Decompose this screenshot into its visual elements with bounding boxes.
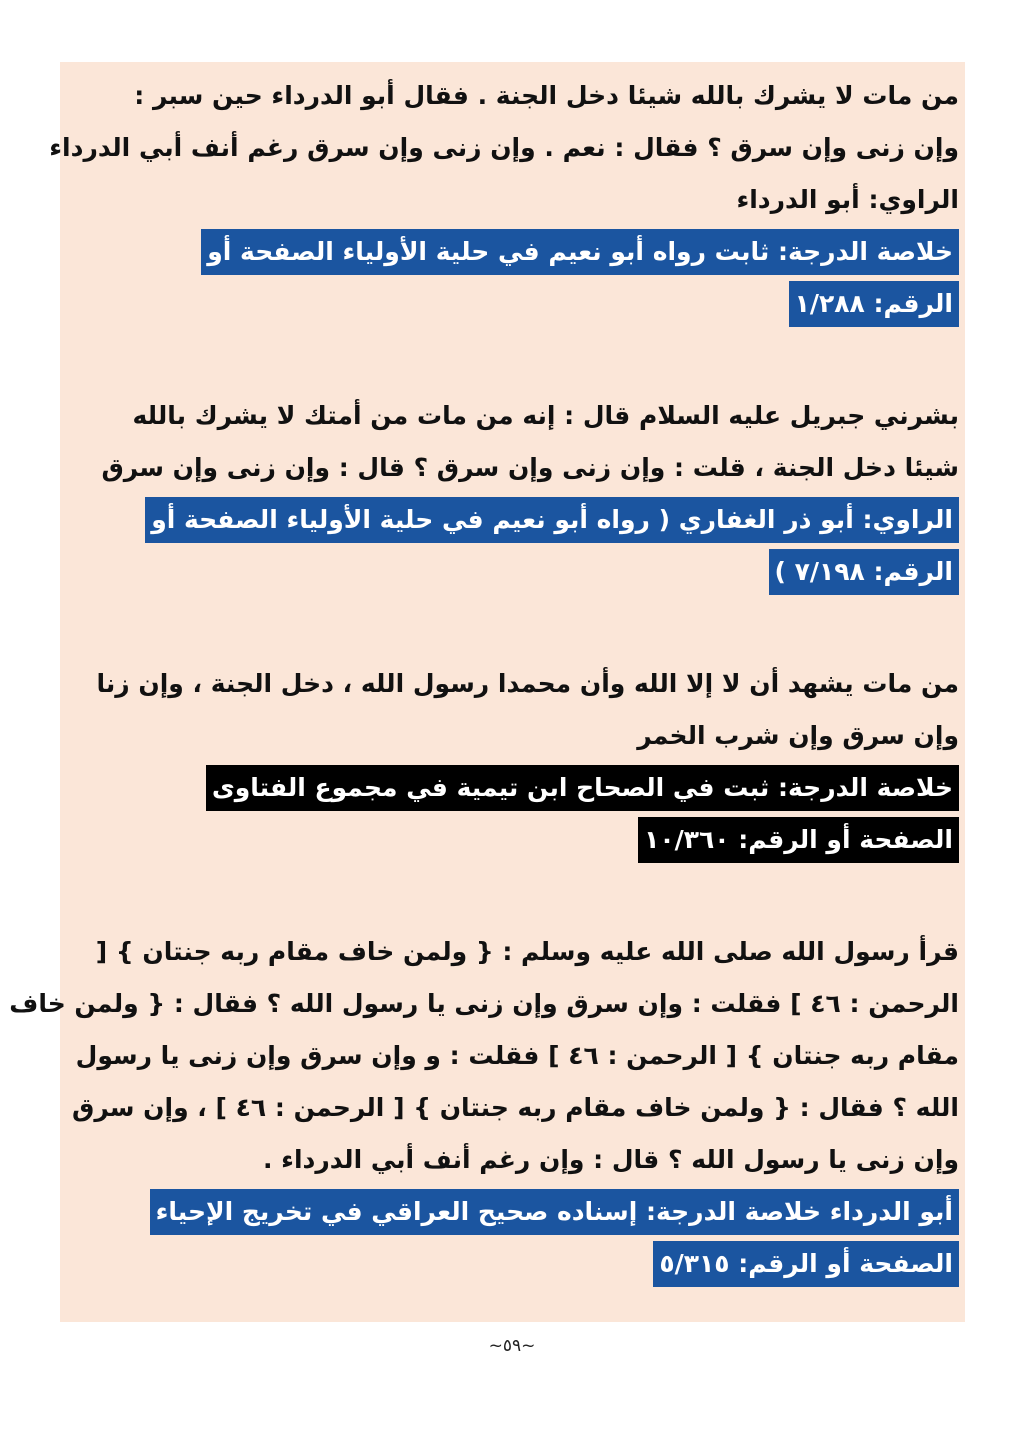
hadith-line: وإن سرق وإن شرب الخمر [637, 721, 959, 750]
document-body [9, 70, 965, 1290]
hadith-line: الله ؟ فقال : { ولمن خاف مقام ربه جنتان } [ الرحمن : ٤٦ ] ، وإن سرق [71, 1093, 959, 1122]
spacer [60, 598, 965, 658]
page-number: ~٥٩~ [488, 1336, 536, 1356]
spacer [60, 330, 965, 390]
hadith-line: مقام ربه جنتان } [ الرحمن : ٤٦ ] فقلت : و وإن سرق وإن زنى يا رسول [75, 1041, 959, 1070]
hadith-line: الرحمن : ٤٦ ] فقلت : وإن سرق وإن زنى يا رسول الله ؟ فقال : { ولمن خاف [9, 989, 959, 1018]
hadith-line: قرأ رسول الله صلى الله عليه وسلم : { ولمن خاف مقام ربه جنتان } [ [95, 937, 959, 966]
narrator-line: الراوي: أبو الدرداء [736, 185, 959, 214]
grade-line [60, 226, 965, 278]
hadith-line: وإن زنى يا رسول الله ؟ قال : وإن رغم أنف أبي الدرداء . [262, 1145, 959, 1174]
hadith-line: من مات يشهد أن لا إلا الله وأن محمدا رسول الله ، دخل الجنة ، وإن زنا [96, 669, 959, 698]
grade-line [60, 1186, 965, 1238]
blue-highlight: الرقم: ٧/١٩٨ ) [769, 549, 960, 595]
blue-highlight: خلاصة الدرجة: ثابت رواه أبو نعيم في حلية الأولياء الصفحة أو [201, 229, 959, 275]
black-highlight: الصفحة أو الرقم: ١٠/٣٦٠ [638, 817, 959, 863]
blue-highlight: الراوي: أبو ذر الغفاري ( رواه أبو نعيم في حلية الأولياء الصفحة أو [145, 497, 959, 543]
blue-highlight: الرقم: ١/٢٨٨ [789, 281, 959, 327]
hadith-line: شيئا دخل الجنة ، قلت : وإن زنى وإن سرق ؟ قال : وإن زنى وإن سرق [101, 453, 959, 482]
grade-line [60, 278, 965, 330]
blue-highlight: الصفحة أو الرقم: ٥/٣١٥ [653, 1241, 959, 1287]
grade-line [60, 762, 965, 814]
grade-line [60, 546, 965, 598]
hadith-line: من مات لا يشرك بالله شيئا دخل الجنة . فقال أبو الدرداء حين سبر : [134, 81, 959, 110]
hadith-line: وإن زنى وإن سرق ؟ فقال : نعم . وإن زنى وإن سرق رغم أنف أبي الدرداء [49, 133, 959, 162]
blue-highlight: أبو الدرداء خلاصة الدرجة: إسناده صحيح العراقي في تخريج الإحياء [150, 1189, 959, 1235]
grade-line [60, 814, 965, 866]
grade-line [60, 494, 965, 546]
spacer [60, 866, 965, 926]
black-highlight: خلاصة الدرجة: ثبت في الصحاح ابن تيمية في مجموع الفتاوى [206, 765, 959, 811]
hadith-line: بشرني جبريل عليه السلام قال : إنه من مات من أمتك لا يشرك بالله [132, 401, 959, 430]
grade-line [60, 1238, 965, 1290]
